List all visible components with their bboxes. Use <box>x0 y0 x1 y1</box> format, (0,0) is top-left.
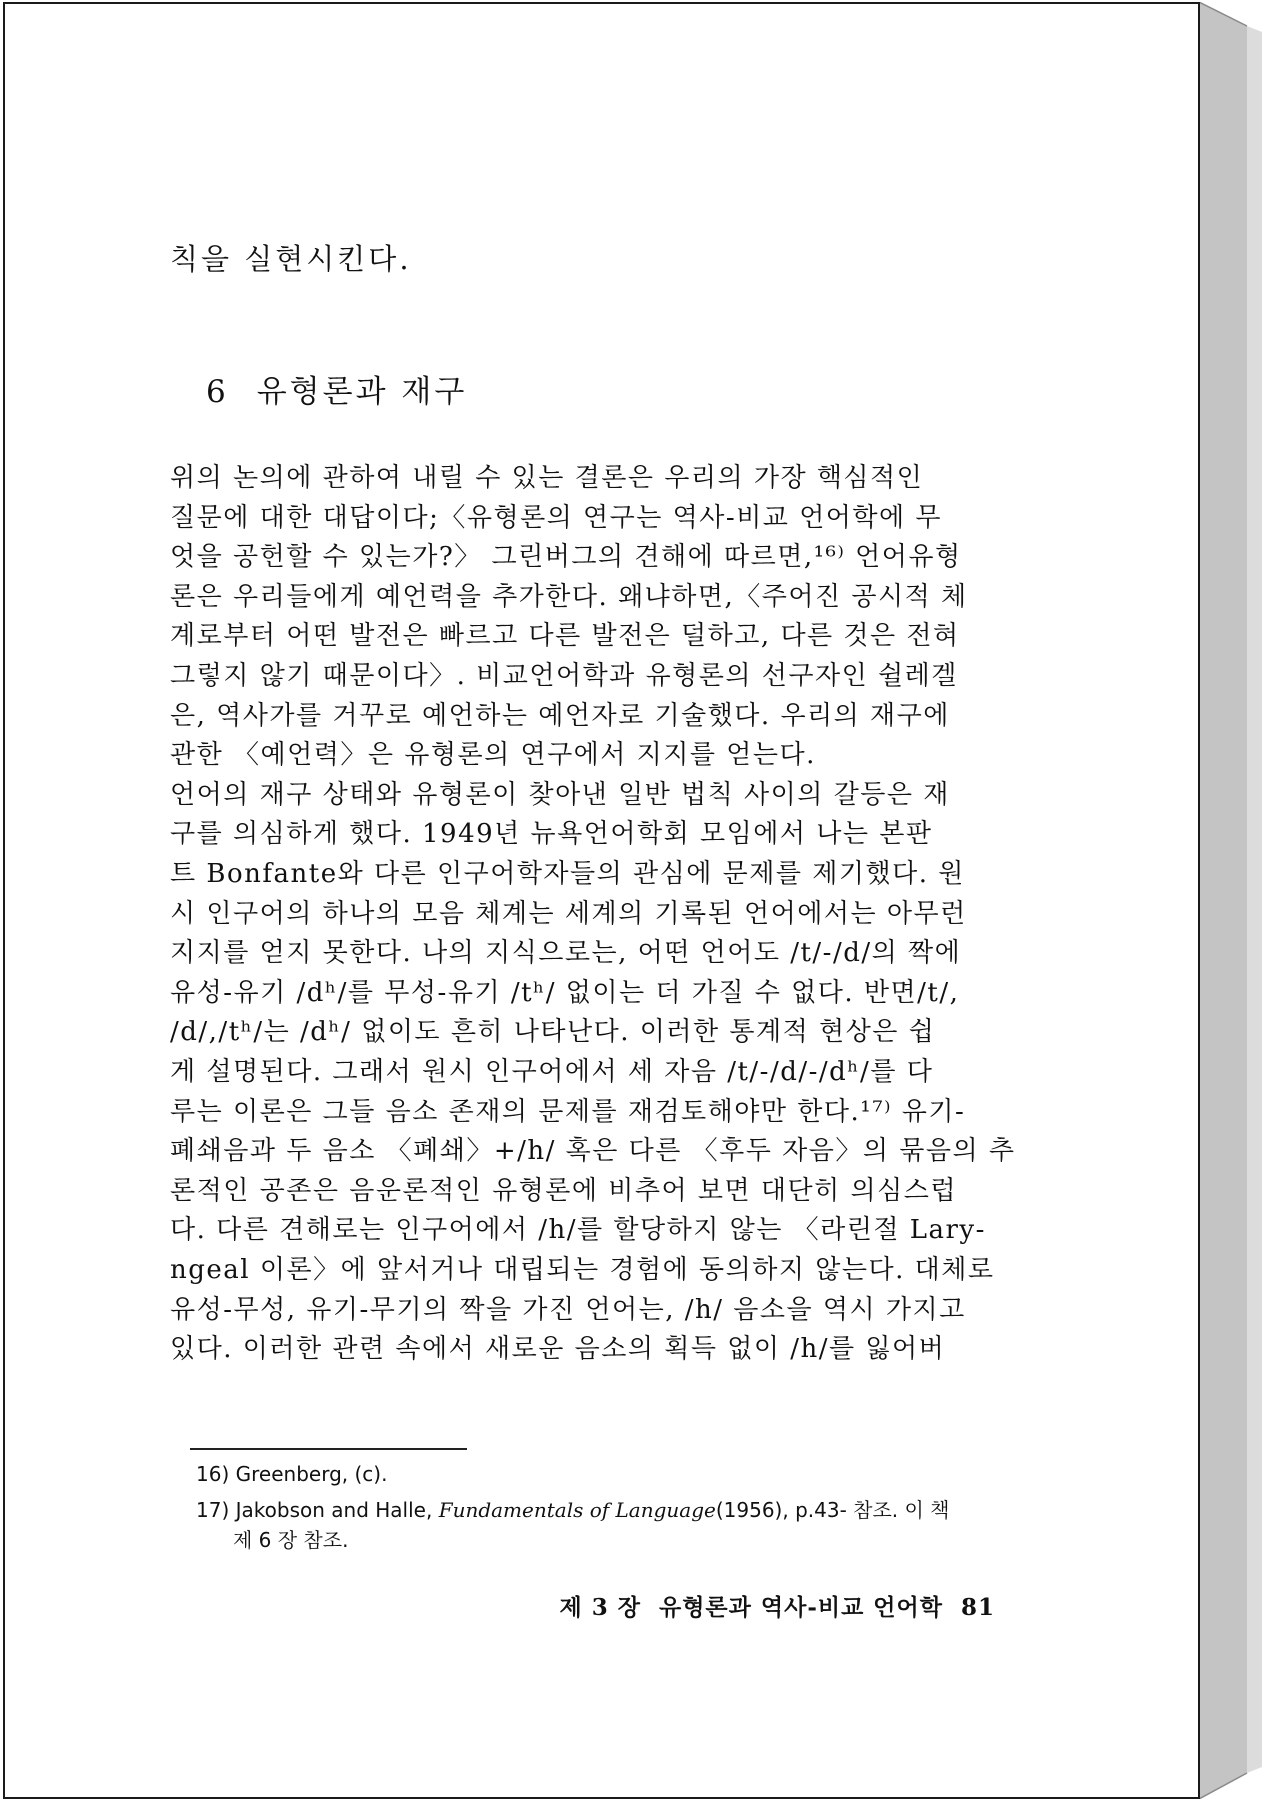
body-line: 론적인 공존은 음운론적인 유형론에 비추어 보면 대단히 의심스럽 <box>170 1175 957 1206</box>
body-line: 있다. 이러한 관련 속에서 새로운 음소의 획득 없이 /h/를 잃어버 <box>170 1334 946 1365</box>
body-line: 다. 다른 견해로는 인구어에서 /h/를 할당하지 않는 〈라린절 Lary- <box>170 1215 986 1246</box>
body-line: 폐쇄음과 두 음소 〈폐쇄〉+/h/ 혹은 다른 〈후두 자음〉의 묶음의 추 <box>170 1136 1016 1167</box>
body-line: 그렇지 않기 때문이다〉. 비교언어학과 유형론의 선구자인 쉴레겔 <box>170 661 958 691</box>
body-line: 트 Bonfante와 다른 인구어학자들의 관심에 문제를 제기했다. 원 <box>170 859 965 889</box>
section-number: 6 <box>206 374 229 410</box>
footnote-17-rest: (1956), p.43- 참조. 이 책 <box>715 1498 950 1522</box>
body-line: /d/,/tʰ/는 /dʰ/ 없이도 흔히 나타난다. 이러한 통계적 현상은 쉽 <box>170 1017 936 1048</box>
section-heading <box>206 366 467 411</box>
section-title: 유형론과 재구 <box>256 374 468 410</box>
running-footer <box>560 1589 995 1622</box>
footer-chapter: 제 3 장 <box>559 1594 641 1621</box>
body-line: 엇을 공헌할 수 있는가?〉 그린버그의 견해에 따르면,¹⁶⁾ 언어유형 <box>170 542 962 573</box>
footnote-17 <box>196 1494 950 1523</box>
body-line: 루는 이론은 그들 음소 존재의 문제를 재검토해야만 한다.¹⁷⁾ 유기- <box>170 1096 966 1127</box>
book-spine <box>1199 2 1262 1799</box>
footer-title: 유형론과 역사-비교 언어학 <box>659 1594 943 1621</box>
footnote-16-text: Greenberg, (c). <box>235 1462 388 1486</box>
body-line: 관한 〈예언력〉은 유형론의 연구에서 지지를 얻는다. <box>170 740 816 771</box>
body-line: 유성-무성, 유기-무기의 짝을 가진 언어는, /h/ 음소을 역시 가지고 <box>170 1294 966 1325</box>
footnote-16 <box>196 1462 387 1486</box>
body-line: 질문에 대한 대답이다;〈유형론의 연구는 역사-비교 언어학에 무 <box>170 502 943 533</box>
carryover-sentence: 칙을 실현시킨다. <box>170 242 412 276</box>
page-number: 81 <box>960 1594 995 1621</box>
footnote-17-authors: Jakobson and Halle, <box>235 1498 433 1522</box>
footnote-17-line2: 제 6 장 참조. <box>233 1528 349 1552</box>
footnote-17-title: Fundamentals of Language <box>438 1498 716 1522</box>
body-line: 위의 논의에 관하여 내릴 수 있는 결론은 우리의 가장 핵심적인 <box>170 463 924 493</box>
footnote-divider <box>190 1448 467 1450</box>
body-line: 론은 우리들에게 예언력을 추가한다. 왜냐하면,〈주어진 공시적 체 <box>170 581 968 612</box>
body-line: 지지를 얻지 못한다. 나의 지식으로는, 어떤 언어도 /t/-/d/의 짝에 <box>170 938 962 969</box>
footnote-17-marker: 17) <box>196 1498 230 1522</box>
body-line: 은, 역사가를 거꾸로 예언하는 예언자로 기술했다. 우리의 재구에 <box>170 700 950 731</box>
body-line: ngeal 이론〉에 앞서거나 대립되는 경험에 동의하지 않는다. 대체로 <box>170 1255 995 1285</box>
body-line: 언어의 재구 상태와 유형론이 찾아낸 일반 법칙 사이의 갈등은 재 <box>170 779 950 810</box>
body-line: 구를 의심하게 했다. 1949년 뉴욕언어학회 모임에서 나는 본판 <box>170 819 933 850</box>
body-line: 게 설명된다. 그래서 원시 인구어에서 세 자음 /t/-/d/-/dʰ/를 다 <box>170 1057 934 1087</box>
footnote-16-marker: 16) <box>196 1462 230 1486</box>
body-line: 유성-유기 /dʰ/를 무성-유기 /tʰ/ 없이는 더 가질 수 없다. 반면/t/, <box>170 977 960 1008</box>
body-line: 계로부터 어떤 발전은 빠르고 다른 발전은 덜하고, 다른 것은 전혀 <box>170 621 960 652</box>
body-line: 시 인구어의 하나의 모음 체계는 세계의 기록된 언어에서는 아무런 <box>170 898 967 929</box>
